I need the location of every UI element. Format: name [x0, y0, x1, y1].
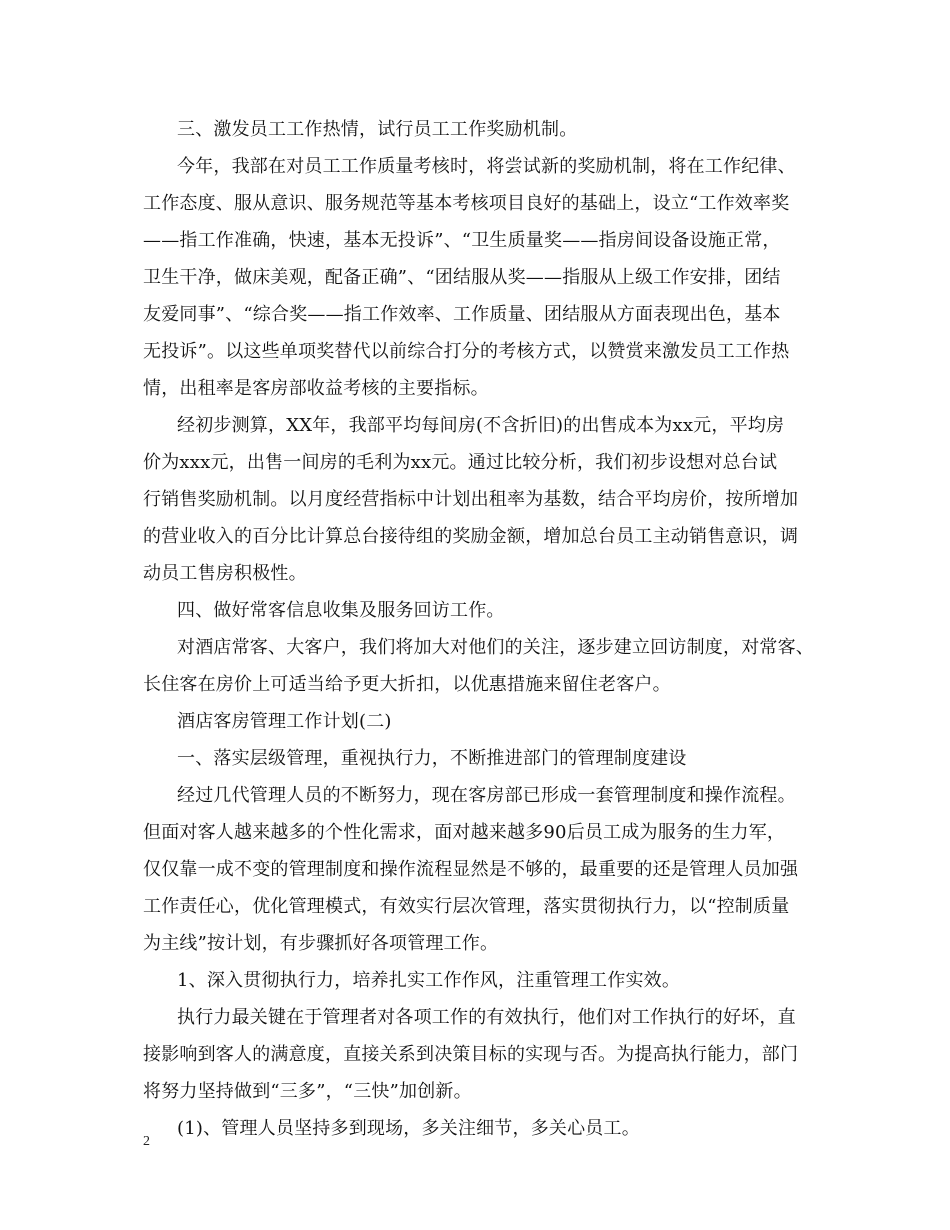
text-line: 一、落实层级管理，重视执行力，不断推进部门的管理制度建设 — [177, 748, 687, 769]
text-line: 价为xxx元，出售一间房的毛利为xx元。通过比较分析，我们初步设想对总台试 — [143, 452, 778, 473]
page-number: 2 — [143, 1134, 150, 1149]
text-line: 卫生干净，做床美观，配备正确”、“团结服从奖——指服从上级工作安排，团结 — [143, 267, 781, 288]
text-line: 友爱同事”、“综合奖——指工作效率、工作质量、团结服从方面表现出色，基本 — [143, 304, 781, 325]
text-line: 接影响到客人的满意度，直接关系到决策目标的实现与否。为提高执行能力，部门 — [143, 1044, 799, 1065]
text-line: (1)、管理人员坚持多到现场，多关注细节，多关心员工。 — [177, 1118, 640, 1139]
text-line: 动员工售房积极性。 — [143, 563, 307, 584]
text-line: 经初步测算，XX年，我部平均每间房(不含折旧)的出售成本为xx元，平均房 — [177, 415, 785, 436]
text-line: ——指工作准确，快速，基本无投诉”、“卫生质量奖——指房间设备设施正常， — [143, 230, 781, 251]
text-line: 工作责任心，优化管理模式，有效实行层次管理，落实贯彻执行力，以“控制质量 — [143, 896, 790, 917]
text-line: 1、深入贯彻执行力，培养扎实工作作风，注重管理工作实效。 — [177, 970, 681, 991]
text-line: 四、做好常客信息收集及服务回访工作。 — [177, 600, 505, 621]
text-line: 长住客在房价上可适当给予更大折扣，以优惠措施来留住老客户。 — [143, 674, 671, 695]
text-line: 今年，我部在对员工工作质量考核时，将尝试新的奖励机制，将在工作纪律、 — [177, 156, 796, 177]
section-title: 酒店客房管理工作计划(二) — [177, 711, 392, 732]
text-line: 执行力最关键在于管理者对各项工作的有效执行，他们对工作执行的好坏，直 — [177, 1007, 796, 1028]
text-line: 为主线”按计划，有步骤抓好各项管理工作。 — [143, 933, 499, 954]
text-line: 仅仅靠一成不变的管理制度和操作流程显然是不够的，最重要的还是管理人员加强 — [143, 859, 799, 880]
text-line: 无投诉”。以这些单项奖替代以前综合打分的考核方式，以赞赏来激发员工工作热 — [143, 341, 790, 362]
text-line: 将努力坚持做到“三多”，“三快”加创新。 — [143, 1081, 472, 1102]
text-line: 三、激发员工工作热情，试行员工工作奖励机制。 — [177, 119, 578, 140]
text-line: 经过几代管理人员的不断努力，现在客房部已形成一套管理制度和操作流程。 — [177, 785, 796, 806]
text-line: 工作态度、服从意识、服务规范等基本考核项目良好的基础上，设立“工作效率奖 — [143, 193, 790, 214]
text-line: 但面对客人越来越多的个性化需求，面对越来越多90后员工成为服务的生力军， — [143, 822, 786, 843]
text-line: 对酒店常客、大客户，我们将加大对他们的关注，逐步建立回访制度，对常客、 — [177, 637, 814, 658]
text-line: 情，出租率是客房部收益考核的主要指标。 — [143, 378, 489, 399]
text-line: 的营业收入的百分比计算总台接待组的奖励金额，增加总台员工主动销售意识，调 — [143, 526, 799, 547]
text-line: 行销售奖励机制。以月度经营指标中计划出租率为基数，结合平均房价，按所增加 — [143, 489, 799, 510]
